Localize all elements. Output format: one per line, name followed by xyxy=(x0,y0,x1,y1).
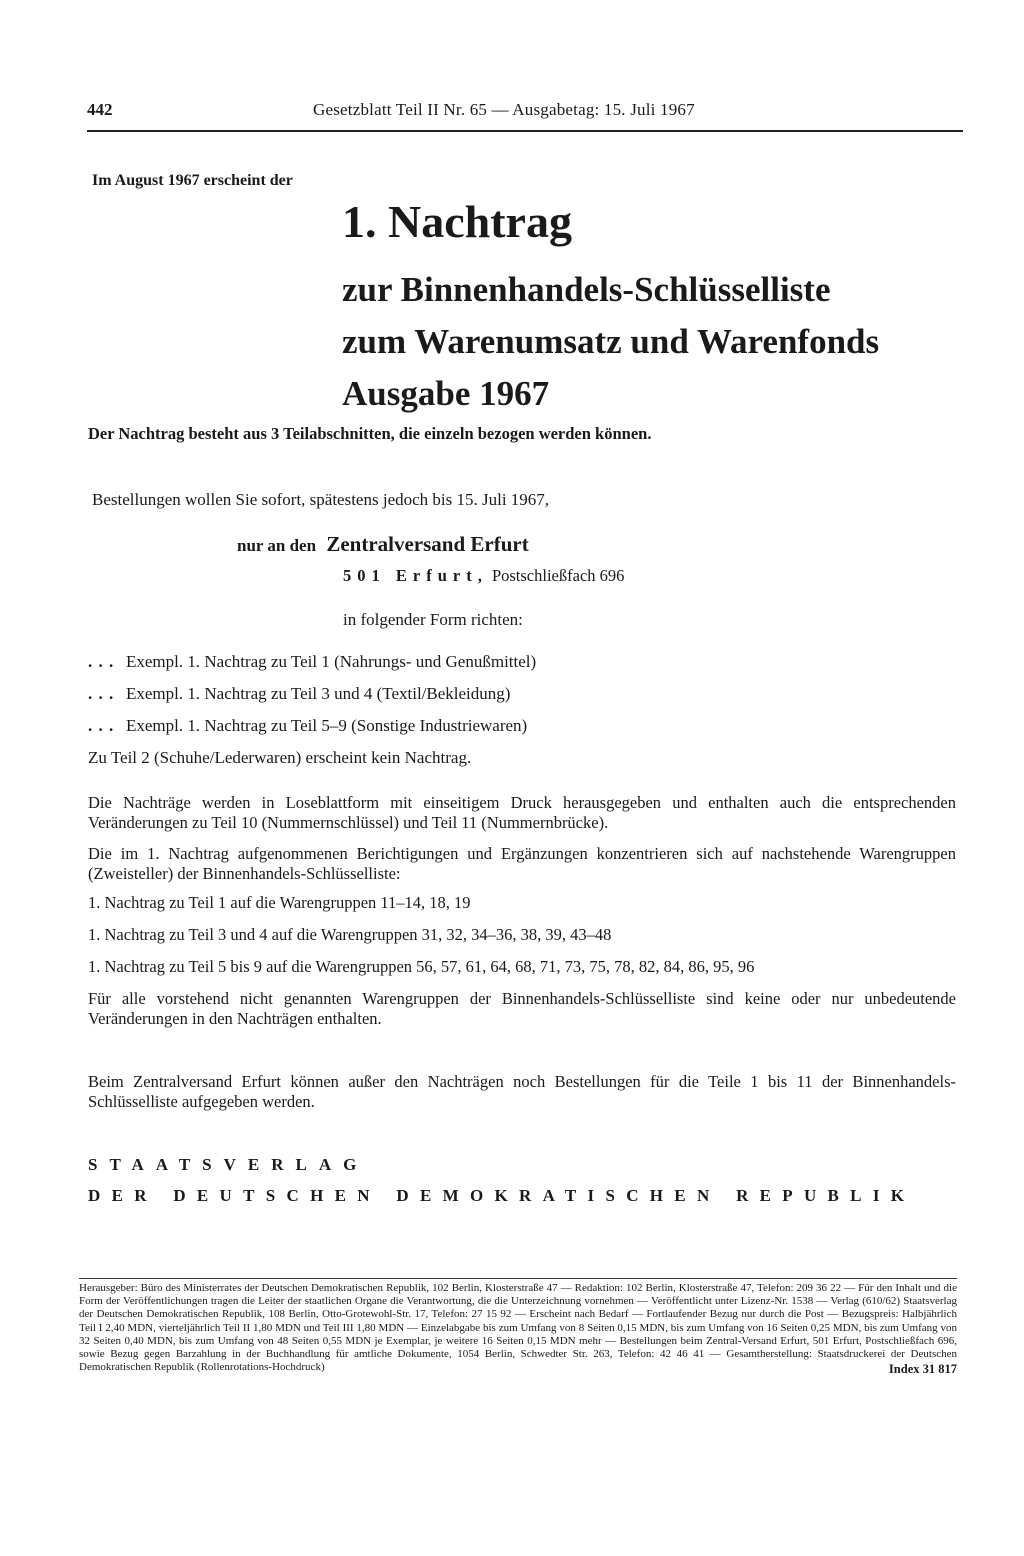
paragraph-additional-orders: Beim Zentralversand Erfurt können außer den Nachträgen noch Bestellungen für die Teile 1 bis 11 der Binnenhandels-Schlüsselliste aufgegeben werden. xyxy=(88,1072,956,1111)
paragraph-loose-leaf: Die Nachträge werden in Loseblattform mit einseitigem Druck herausgegeben und enthalten auch die entsprechenden Veränderungen zu Teil 10 (Nummernschlüssel) und Teil 11 (Nummernbrücke). xyxy=(88,793,956,832)
announcement-title-line2: zur Binnenhandels-Schlüsselliste xyxy=(342,270,831,309)
no-supplement-note: Zu Teil 2 (Schuhe/Lederwaren) erscheint kein Nachtrag. xyxy=(88,748,472,767)
announcement-title-line3: zum Warenumsatz und Warenfonds xyxy=(342,322,880,361)
postcode: 501 Erfurt, xyxy=(343,566,488,585)
page-header xyxy=(87,100,963,132)
only-to-label: nur an den xyxy=(237,536,317,555)
goods-groups-part5-9: 1. Nachtrag zu Teil 5 bis 9 auf die Warengruppen 56, 57, 61, 64, 68, 71, 73, 75, 78, 82, 84, 86, 95, 96 xyxy=(88,957,755,976)
recipient-line xyxy=(237,532,529,557)
order-item-text: Exempl. 1. Nachtrag zu Teil 1 (Nahrungs- und Genußmittel) xyxy=(126,652,537,671)
goods-groups-part1: 1. Nachtrag zu Teil 1 auf die Warengruppen 11–14, 18, 19 xyxy=(88,893,471,912)
order-item xyxy=(88,684,510,704)
imprint-footer xyxy=(79,1278,957,1377)
announcement-title: 1. Nachtrag xyxy=(342,196,572,247)
gazette-title: Gesetzblatt Teil II Nr. 65 — Ausgabetag: 15. Juli 1967 xyxy=(313,100,695,119)
order-item-blank: . . . xyxy=(88,716,115,735)
page-number: 442 xyxy=(87,100,113,119)
order-item-text: Exempl. 1. Nachtrag zu Teil 5–9 (Sonstige Industriewaren) xyxy=(126,716,528,735)
order-item-text: Exempl. 1. Nachtrag zu Teil 3 und 4 (Textil/Bekleidung) xyxy=(126,684,511,703)
announcement-intro: Im August 1967 erscheint der xyxy=(92,172,293,189)
paragraph-other-groups: Für alle vorstehend nicht genannten Warengruppen der Binnenhandels-Schlüsselliste sind keine oder nur unbedeutende Veränderungen in den Nachträgen enthalten. xyxy=(88,989,956,1028)
order-item xyxy=(88,716,527,736)
pobox: Postschließfach 696 xyxy=(491,566,625,585)
recipient-name: Zentralversand Erfurt xyxy=(326,532,529,556)
recipient-address xyxy=(343,566,624,586)
goods-groups-part3-4: 1. Nachtrag zu Teil 3 und 4 auf die Warengruppen 31, 32, 34–36, 38, 39, 43–48 xyxy=(88,925,612,944)
publisher-name: STAATSVERLAG xyxy=(88,1155,369,1174)
announcement-title-line4: Ausgabe 1967 xyxy=(342,374,550,413)
form-intro: in folgender Form richten: xyxy=(343,610,523,629)
paragraph-corrections: Die im 1. Nachtrag aufgenommenen Berichtigungen und Ergänzungen konzentrieren sich auf nachstehende Warengruppen (Zweisteller) der Binnenhandels-Schlüsselliste: xyxy=(88,844,956,883)
imprint-text: Herausgeber: Büro des Ministerrates der Deutschen Demokratischen Republik, 102 Berlin, Klosterstraße 47 — Redaktion: 102 Berlin, Klosterstraße 47, Telefon: 209 36 22 — Für den Inhalt und die Form der Veröffentlichungen tragen die Leiter der staatlichen Organe die Verantwortung, die die Unterzeichnung vornehmen — Veröffentlicht unter Lizenz-Nr. 1538 — Verlag (610/62) Staatsverlag der Deutschen Demokratischen Republik, 108 Berlin, Otto-Grotewohl-Str. 17, Telefon: 27 15 92 — Erscheint nach Bedarf — Fortlaufender Bezug nur durch die Post — Bezugspreis: Halbjährlich Teil I 2,40 MDN, vierteljährlich Teil II 1,80 MDN und Teil III 1,80 MDN — Einzelabgabe bis zum Umfang von 8 Seiten 0,15 MDN, bis zum Umfang von 16 Seiten 0,25 MDN, bis zum Umfang von 32 Seiten 0,40 MDN, bis zum Umfang von 48 Seiten 0,55 MDN je Exemplar, je weitere 16 Seiten 0,15 MDN mehr — Bestellungen beim Zentral-Versand Erfurt, 501 Erfurt, Postschließfach 696, sowie Bezug gegen Barzahlung in der Buchhandlung für amtliche Dokumente, 1054 Berlin, Schwedter Str. 263, Telefon: 42 46 41 — Gesamtherstellung: Staatsdruckerei der Deutschen Demokratischen Republik (Rollenrotations-Hochdruck) xyxy=(79,1282,957,1374)
announcement-subline: Der Nachtrag besteht aus 3 Teilabschnitten, die einzeln bezogen werden können. xyxy=(88,424,652,443)
order-item xyxy=(88,652,536,672)
order-item-blank: . . . xyxy=(88,652,115,671)
order-deadline: Bestellungen wollen Sie sofort, spätestens jedoch bis 15. Juli 1967, xyxy=(92,490,550,509)
publisher-country: DER DEUTSCHEN DEMOKRATISCHEN REPUBLIK xyxy=(88,1186,916,1205)
index-number: Index 31 817 xyxy=(888,1362,957,1377)
order-item-blank: . . . xyxy=(88,684,115,703)
